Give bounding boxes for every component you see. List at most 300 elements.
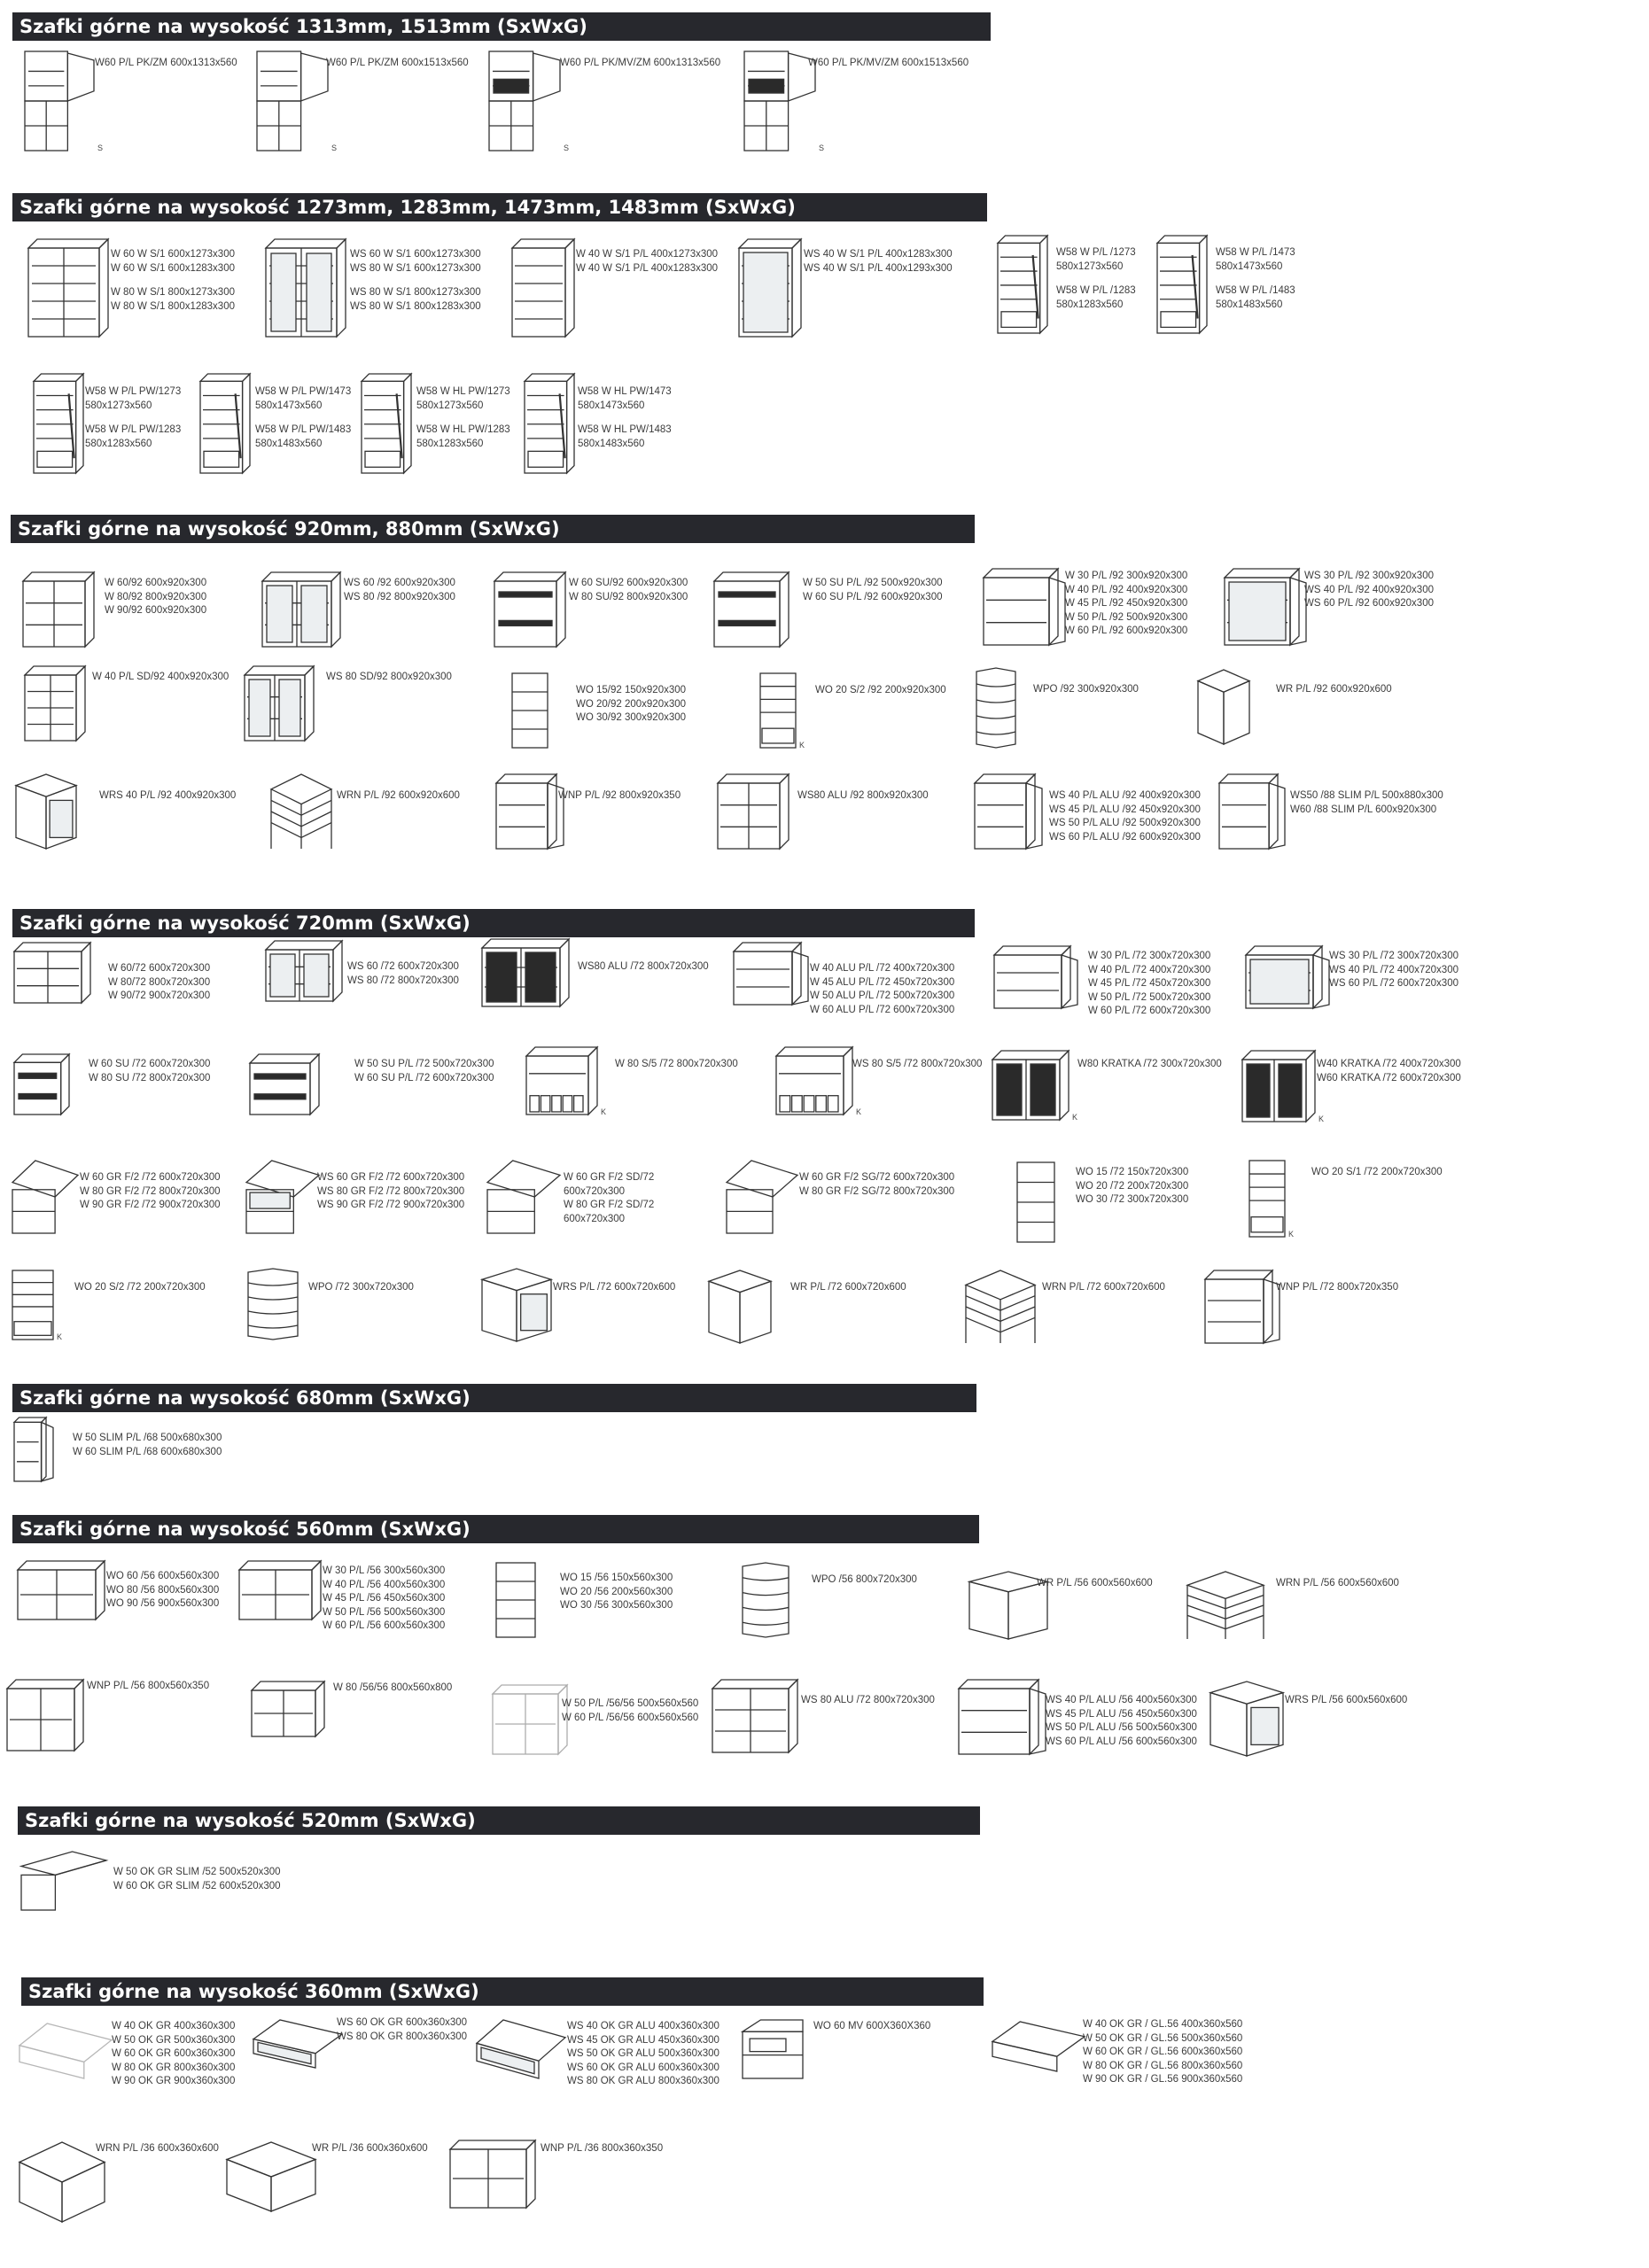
item-label-line: WRN P/L /36 600x360x600: [96, 2143, 219, 2154]
item-label-line: W 90 GR F/2 /72 900x720x300: [80, 1200, 221, 1210]
item-label-line: WO 15/92 150x920x300: [576, 685, 687, 695]
item-label: [95, 57, 237, 71]
item-label: [1037, 1577, 1153, 1591]
item-label: [560, 57, 720, 71]
item-label-line: W 60 P/L /56/56 600x560x560: [562, 1712, 699, 1723]
item-label-line: W58 W P/L /1283: [1056, 285, 1136, 296]
item-label: [89, 1058, 210, 1085]
item-label-line: WS 40 P/L ALU /56 400x560x300: [1046, 1695, 1197, 1705]
item-label-line: WS 90 GR F/2 /72 900x720x300: [317, 1200, 465, 1210]
item-label-line: WS 60 P/L ALU /56 600x560x300: [1046, 1736, 1197, 1747]
variant-marker: K: [57, 1332, 63, 1341]
item-label-line: W 80/92 800x920x300: [105, 591, 207, 602]
item-label-line: W 90 OK GR / GL.56 900x360x560: [1083, 2074, 1243, 2085]
item-label-line: W 40 P/L /92 400x920x300: [1065, 584, 1188, 595]
item-label-line: WO 90 /56 900x560x300: [106, 1598, 220, 1609]
item-label-line: WS 40 P/L /72 400x720x300: [1329, 964, 1458, 975]
tall-drawer-cabinet-icon: [525, 374, 574, 473]
item-label-line: W58 W P/L PW/1273: [85, 386, 182, 397]
microwave-cabinet-icon: [743, 2020, 803, 2078]
item-label: [73, 1432, 222, 1459]
item-label: [615, 1058, 738, 1072]
item-label: [74, 1281, 206, 1295]
variant-marker: K: [799, 741, 805, 750]
item-label-line: W 60 W S/1 600x1283x300: [111, 262, 235, 274]
item-label-line: WRS 40 P/L /92 400x920x300: [99, 790, 237, 801]
section-header: Szafki górne na wysokość 360mm (SxWxG): [21, 1977, 984, 2006]
item-label: [1077, 1058, 1222, 1072]
low-wall-cabinet-light-icon: [493, 1685, 567, 1754]
item-label-line: [85, 413, 181, 423]
item-label-line: WS 80 ALU /72 800x720x300: [801, 1695, 935, 1705]
item-label: [541, 2142, 663, 2156]
item-label-line: W 50 OK GR / GL.56 500x360x560: [1083, 2032, 1243, 2044]
low-wall-cabinet-icon: [7, 1680, 83, 1751]
item-label-line: W 80 S/5 /72 800x720x300: [615, 1059, 738, 1069]
corner-rounded-shelf-icon: [248, 1269, 298, 1340]
item-label-line: WS 60 P/L /72 600x720x300: [1329, 978, 1458, 989]
item-label: [553, 1281, 675, 1295]
item-label-line: W 40 OK GR / GL.56 400x360x560: [1083, 2019, 1243, 2030]
item-label-line: W 60 GR F/2 SD/72: [564, 1172, 655, 1183]
item-label-line: WNP P/L /36 800x360x350: [541, 2143, 664, 2154]
item-label: [576, 684, 686, 726]
item-label-line: W60 P/L PK/MV/ZM 600x1313x560: [560, 58, 721, 68]
item-label: [111, 248, 235, 314]
item-label: [113, 1866, 281, 1893]
wall-cabinet-single-door-icon: [959, 1680, 1038, 1754]
corner-wall-glass-cabinet-icon: [482, 1269, 551, 1341]
item-label-line: W 90/72 900x720x300: [108, 990, 211, 1001]
item-label: [326, 671, 452, 685]
low-wall-cabinet-icon: [18, 1561, 105, 1619]
item-label-line: WS 40 W S/1 P/L 400x1283x300: [804, 249, 953, 260]
item-label: [808, 57, 968, 71]
item-label-line: [350, 276, 481, 286]
item-label: [1033, 683, 1139, 697]
wall-cabinet-lift-up-icon: [12, 1161, 78, 1233]
item-label: [1088, 950, 1210, 1019]
item-label: [1276, 683, 1392, 697]
item-label-line: 580x1483x560: [578, 438, 645, 449]
item-label-line: WPO /92 300x920x300: [1033, 684, 1139, 695]
item-label: [85, 385, 181, 451]
item-label-line: W60 KRATKA /72 600x720x300: [1317, 1072, 1461, 1084]
item-label: [569, 577, 688, 604]
item-label: [578, 960, 709, 975]
item-label-line: W 60 P/L /72 600x720x300: [1088, 1006, 1211, 1016]
item-label-line: W 40 OK GR 400x360x300: [112, 2021, 236, 2031]
wall-cabinet-dish-rack-icon: [14, 1054, 69, 1115]
item-label: [1317, 1058, 1461, 1085]
corner-shelf-cabinet-icon: [1187, 1572, 1264, 1639]
corner-wall-glass-cabinet-icon: [1210, 1682, 1283, 1756]
wall-cabinet-glass-door-icon: [245, 666, 314, 741]
item-label-line: WO 30/92 300x920x300: [576, 712, 687, 723]
item-label-line: WRN P/L /92 600x920x600: [337, 790, 460, 801]
item-label-line: W 90 OK GR 900x360x300: [112, 2076, 236, 2086]
wall-cabinet-lift-up-icon: [487, 1161, 560, 1233]
item-label-line: W 80 OK GR / GL.56 800x360x560: [1083, 2060, 1243, 2071]
wall-cabinet-double-door-icon: [718, 774, 789, 849]
item-label: [1083, 2018, 1242, 2087]
item-label-line: 580x1483x560: [255, 438, 323, 449]
item-label: [812, 1573, 917, 1588]
item-label-line: [255, 413, 351, 423]
item-label: [803, 577, 942, 604]
item-label-line: W 90/92 600x920x300: [105, 605, 207, 616]
item-label-line: W58 W P/L PW/1483: [255, 424, 352, 435]
open-shelf-drawer-icon: [1249, 1161, 1285, 1237]
item-label-line: WNP P/L /72 800x720x350: [1276, 1282, 1399, 1293]
corner-shelf-cabinet-icon: [271, 774, 331, 849]
item-label-line: W 50 SU P/L /72 500x720x300: [354, 1059, 494, 1069]
item-label-line: 600x720x300: [564, 1185, 626, 1197]
item-label-line: [1216, 274, 1295, 284]
item-label-line: WS 40 P/L ALU /92 400x920x300: [1049, 790, 1201, 801]
item-label-line: WS 80 GR F/2 /72 800x720x300: [317, 1185, 465, 1197]
wall-cabinet-single-door-icon: [994, 946, 1070, 1008]
item-label: [108, 962, 210, 1004]
wall-cabinet-spice-drawers-icon: [526, 1047, 597, 1115]
item-label: [1290, 789, 1443, 817]
item-label: [1042, 1281, 1165, 1295]
item-label: [416, 385, 510, 451]
item-label-line: W 40 W S/1 P/L 400x1273x300: [576, 249, 719, 260]
item-label-line: WR P/L /56 600x560x600: [1037, 1578, 1153, 1588]
item-label-line: WS 80 W S/1 600x1273x300: [350, 262, 481, 274]
item-label: [347, 960, 459, 988]
item-label-line: 580x1473x560: [578, 400, 645, 411]
item-label: [255, 385, 351, 451]
wall-cabinet-double-door-icon: [712, 1680, 797, 1752]
wall-cabinet-lattice-icon: [992, 1051, 1069, 1120]
item-label-line: WNP P/L /92 800x920x350: [558, 790, 681, 801]
item-label: [312, 2142, 428, 2156]
variant-marker: K: [1318, 1115, 1325, 1123]
corner-wall-cabinet-icon: [709, 1270, 771, 1343]
item-label-line: W 30 P/L /92 300x920x300: [1065, 571, 1188, 581]
item-label-line: W 80 GR F/2 SD/72: [564, 1200, 655, 1210]
item-label-line: W60 /88 SLIM P/L 600x920x300: [1290, 804, 1437, 815]
item-label-line: W 40 W S/1 P/L 400x1283x300: [576, 262, 719, 274]
wall-cabinet-dish-rack-icon: [250, 1054, 319, 1115]
item-label: [333, 1682, 452, 1696]
item-label-line: WS 60 GR F/2 /72 600x720x300: [317, 1172, 465, 1183]
item-label: [799, 1171, 954, 1199]
item-label: [1046, 1694, 1197, 1749]
item-label-line: W 60 SU P/L /72 600x720x300: [354, 1072, 494, 1084]
item-label: [1311, 1166, 1443, 1180]
item-label-line: WS 45 OK GR ALU 450x360x300: [567, 2034, 719, 2046]
item-label-line: WPO /72 300x720x300: [308, 1282, 414, 1293]
low-wall-cabinet-icon: [450, 2140, 535, 2208]
item-label-line: 580x1273x560: [1056, 260, 1124, 272]
variant-marker: K: [601, 1107, 607, 1116]
hood-cabinet-light-icon: [19, 2023, 112, 2078]
item-label-line: W 80/72 800x720x300: [108, 976, 211, 988]
item-label-line: W58 W HL PW/1283: [416, 424, 510, 435]
corner-shelf-cabinet-icon: [966, 1270, 1035, 1343]
item-label-line: W 60 P/L /92 600x920x300: [1065, 625, 1188, 636]
tall-drawer-cabinet-icon: [998, 236, 1047, 333]
item-label-line: W58 W HL PW/1473: [578, 386, 672, 397]
wall-cabinet-spice-drawers-icon: [776, 1047, 852, 1115]
tall-cabinet-double-door-icon: [25, 51, 94, 151]
item-label-line: W58 W P/L /1273: [1056, 247, 1136, 258]
item-label-line: WS 60 /72 600x720x300: [347, 961, 459, 972]
item-label: [350, 248, 481, 314]
item-label-line: W58 W HL PW/1483: [578, 424, 672, 435]
item-label-line: W 60 SLIM P/L /68 600x680x300: [73, 1446, 222, 1457]
item-label: [354, 1058, 494, 1085]
item-label: [80, 1171, 221, 1213]
item-label-line: W 60 OK GR 600x360x300: [112, 2048, 236, 2059]
item-label-line: 600x720x300: [564, 1213, 626, 1224]
item-label-line: W 80 SU /72 800x720x300: [89, 1072, 211, 1084]
wall-cabinet-glass-single-icon: [1225, 569, 1299, 645]
open-shelf-drawer-icon: [760, 673, 796, 748]
item-label: [1049, 789, 1201, 844]
item-label-line: WS 80 SD/92 800x920x300: [326, 672, 452, 682]
item-label-line: WO 60 /56 600x560x300: [106, 1571, 220, 1581]
item-label-line: WR P/L /72 600x720x600: [790, 1282, 906, 1293]
item-label-line: WO 20 S/2 /72 200x720x300: [74, 1282, 206, 1293]
lift-up-open-cabinet-icon: [21, 1852, 106, 1910]
item-label: [790, 1281, 906, 1295]
item-label-line: W 50 SU P/L /92 500x920x300: [803, 578, 943, 588]
item-label: [99, 789, 236, 804]
wall-cabinet-single-door-icon: [984, 569, 1058, 645]
item-label-line: [416, 413, 510, 423]
tall-drawer-cabinet-icon: [362, 374, 411, 473]
item-label-line: WS80 ALU /72 800x720x300: [578, 961, 709, 972]
item-label-line: WO 80 /56 800x560x300: [106, 1584, 220, 1596]
item-label-line: W 80 /56/56 800x560x800: [333, 1682, 453, 1693]
item-label-line: W 80 GR F/2 SG/72 800x720x300: [799, 1185, 955, 1197]
item-label: [852, 1058, 982, 1072]
item-label-line: WS 45 P/L ALU /56 450x560x300: [1046, 1708, 1197, 1720]
item-label-line: W58 W P/L /1483: [1216, 285, 1295, 296]
item-label-line: WO 20 S/2 /92 200x920x300: [815, 685, 946, 695]
variant-marker: S: [819, 144, 825, 152]
item-label-line: W 50 OK GR SLIM /52 500x520x300: [113, 1867, 281, 1877]
item-label-line: 580x1473x560: [255, 400, 323, 411]
tall-drawer-cabinet-icon: [200, 374, 250, 473]
item-label: [337, 789, 460, 804]
item-label-line: W60 P/L PK/MV/ZM 600x1513x560: [808, 58, 969, 68]
item-label-line: [111, 276, 235, 286]
section-header: Szafki górne na wysokość 720mm (SxWxG): [12, 909, 975, 937]
item-label-line: WS 80 OK GR ALU 800x360x300: [567, 2076, 719, 2086]
hood-cabinet-glass-icon: [253, 2020, 342, 2068]
item-label-line: [578, 413, 672, 423]
variant-marker: S: [97, 144, 104, 152]
item-label-line: W 80 W S/1 800x1273x300: [111, 287, 235, 298]
item-label-line: WR P/L /36 600x360x600: [312, 2143, 428, 2154]
open-shelf-drawer-icon: [12, 1270, 53, 1340]
open-shelf-icon: [496, 1563, 535, 1637]
tall-cabinet-microwave-icon: [744, 51, 815, 151]
item-label-line: W58 W HL PW/1273: [416, 386, 510, 397]
item-label: [564, 1171, 654, 1226]
item-label-line: WRN P/L /72 600x720x600: [1042, 1282, 1165, 1293]
item-label-line: WS 30 P/L /72 300x720x300: [1329, 951, 1458, 961]
item-label-line: WRS P/L /72 600x720x600: [553, 1282, 676, 1293]
variant-marker: K: [1072, 1113, 1078, 1122]
item-label-line: W 60 OK GR / GL.56 600x360x560: [1083, 2047, 1243, 2057]
item-label-line: WRN P/L /56 600x560x600: [1276, 1578, 1399, 1588]
item-label-line: WO 20 /56 200x560x300: [560, 1586, 673, 1597]
variant-marker: S: [331, 144, 338, 152]
item-label-line: W 50 OK GR 500x360x300: [112, 2034, 236, 2046]
item-label-line: WS 40 OK GR ALU 400x360x300: [567, 2021, 719, 2031]
item-label: [1076, 1166, 1188, 1208]
item-label-line: W 80 W S/1 800x1283x300: [111, 300, 235, 312]
item-label-line: WS 60 OK GR 600x360x300: [337, 2017, 468, 2028]
wall-cabinet-single-door-icon: [734, 943, 801, 1005]
section-header: Szafki górne na wysokość 680mm (SxWxG): [12, 1384, 976, 1412]
corner-wall-glass-cabinet-icon: [16, 774, 76, 849]
item-label-line: W 80 GR F/2 /72 800x720x300: [80, 1185, 221, 1197]
item-label: [317, 1171, 464, 1213]
item-label-line: W 60 SU/92 600x920x300: [569, 578, 688, 588]
item-label: [810, 962, 954, 1017]
item-label-line: W 50 ALU P/L /72 500x720x300: [810, 990, 955, 1001]
item-label: [105, 577, 206, 618]
item-label: [813, 2020, 930, 2034]
section-header: Szafki górne na wysokość 1313mm, 1513mm (SxWxG): [12, 12, 991, 41]
item-label-line: WS 40 W S/1 P/L 400x1293x300: [804, 262, 953, 274]
item-label-line: 580x1283x560: [85, 438, 152, 449]
item-label-line: W 60 GR F/2 /72 600x720x300: [80, 1172, 221, 1183]
item-label-line: WO 15 /72 150x720x300: [1076, 1167, 1189, 1177]
item-label: [797, 789, 929, 804]
item-label-line: WS 80 W S/1 800x1283x300: [350, 300, 481, 312]
item-label: [1285, 1694, 1407, 1708]
wall-cabinet-double-door-icon: [23, 572, 94, 647]
item-label-line: W 60 P/L /56 600x560x300: [323, 1620, 446, 1631]
item-label-line: W60 P/L PK/ZM 600x1313x560: [95, 58, 237, 68]
item-label-line: 580x1483x560: [1216, 299, 1283, 310]
wall-cabinet-glass-door-icon: [266, 941, 342, 1001]
item-label-line: W 50 P/L /92 500x920x300: [1065, 611, 1188, 623]
item-label: [344, 577, 455, 604]
item-label: [308, 1281, 414, 1295]
section-header: Szafki górne na wysokość 920mm, 880mm (SxWxG): [11, 515, 975, 543]
item-label-line: W 60/92 600x920x300: [105, 578, 207, 588]
item-label: [1329, 950, 1458, 991]
item-label-line: W40 KRATKA /72 400x720x300: [1317, 1059, 1461, 1069]
item-label-line: W58 W P/L /1473: [1216, 247, 1295, 258]
item-label: [1276, 1577, 1399, 1591]
wall-cabinet-single-door-icon: [1205, 1270, 1272, 1343]
item-label: [92, 671, 229, 685]
corner-low-cabinet-icon: [227, 2142, 315, 2211]
item-label-line: W 60 SU /72 600x720x300: [89, 1059, 211, 1069]
item-label: [106, 1570, 219, 1612]
item-label: [801, 1694, 935, 1708]
item-label-line: WS 60 P/L /92 600x920x300: [1304, 598, 1434, 609]
wall-cabinet-glass-single-icon: [1246, 946, 1322, 1008]
tall-double-glass-cabinet-icon: [266, 239, 346, 337]
tall-drawer-cabinet-icon: [34, 374, 83, 473]
item-label-line: W 40 ALU P/L /72 400x720x300: [810, 963, 955, 974]
item-label: [337, 2016, 467, 2044]
item-label-line: WS50 /88 SLIM P/L 500x880x300: [1290, 790, 1443, 801]
item-label-line: W 30 P/L /56 300x560x300: [323, 1565, 446, 1576]
item-label-line: W60 P/L PK/ZM 600x1513x560: [326, 58, 469, 68]
corner-low-cabinet-icon: [19, 2142, 105, 2222]
tall-narrow-glass-cabinet-icon: [739, 239, 801, 337]
section-header: Szafki górne na wysokość 520mm (SxWxG): [18, 1806, 980, 1835]
item-label-line: WO 20 /72 200x720x300: [1076, 1180, 1189, 1192]
item-label: [562, 1697, 698, 1725]
item-label-line: 580x1283x560: [1056, 299, 1124, 310]
item-label-line: W 40 P/L /56 400x560x300: [323, 1579, 446, 1590]
section-header: Szafki górne na wysokość 560mm (SxWxG): [12, 1515, 979, 1543]
item-label-line: W80 KRATKA /72 300x720x300: [1077, 1059, 1222, 1069]
corner-rounded-shelf-icon: [743, 1563, 789, 1637]
item-label: [323, 1565, 445, 1634]
variant-marker: K: [1288, 1230, 1295, 1239]
item-label-line: WS 60 /92 600x920x300: [344, 578, 455, 588]
wall-cabinet-single-door-icon: [975, 774, 1035, 849]
wall-cabinet-dark-glass-icon: [482, 939, 569, 1006]
item-label: [560, 1572, 673, 1613]
item-label: [1216, 246, 1295, 312]
wall-cabinet-lift-up-icon: [727, 1161, 797, 1233]
item-label-line: W 60 OK GR SLIM /52 600x520x300: [113, 1880, 281, 1891]
wall-cabinet-dish-rack-icon: [494, 572, 565, 647]
tall-cabinet-microwave-icon: [489, 51, 560, 151]
item-label: [567, 2020, 719, 2089]
wall-cabinet-open-icon: [25, 666, 85, 741]
item-label: [576, 248, 718, 276]
item-label: [112, 2020, 235, 2089]
item-label-line: W 50 SLIM P/L /68 500x680x300: [73, 1433, 222, 1443]
variant-marker: K: [856, 1107, 862, 1116]
hood-cabinet-glass-icon: [477, 2020, 565, 2078]
item-label-line: WS 80 OK GR 800x360x300: [337, 2031, 468, 2042]
item-label-line: WO 15 /56 150x560x300: [560, 1573, 673, 1583]
item-label-line: W 50 P/L /72 500x720x300: [1088, 991, 1211, 1003]
item-label-line: W 60 SU P/L /92 600x920x300: [803, 591, 943, 602]
wall-cabinet-dish-rack-icon: [714, 572, 789, 647]
item-label-line: W 60/72 600x720x300: [108, 963, 211, 974]
item-label: [1065, 570, 1187, 639]
item-label-line: WS 60 W S/1 600x1273x300: [350, 249, 481, 260]
item-label-line: 580x1473x560: [1216, 260, 1283, 272]
item-label-line: W 30 P/L /72 300x720x300: [1088, 951, 1211, 961]
item-label: [96, 2142, 219, 2156]
variant-marker: S: [564, 144, 570, 152]
item-label: [1304, 570, 1434, 611]
item-label: [815, 684, 946, 698]
item-label-line: W 45 P/L /56 450x560x300: [323, 1593, 446, 1604]
item-label-line: WS 80 /72 800x720x300: [347, 975, 459, 986]
item-label-line: W 45 ALU P/L /72 450x720x300: [810, 976, 955, 988]
tall-drawer-cabinet-icon: [1157, 236, 1207, 333]
item-label-line: WS 50 P/L ALU /92 500x920x300: [1049, 818, 1201, 828]
section-header: Szafki górne na wysokość 1273mm, 1283mm, 1473mm, 1483mm (SxWxG): [12, 193, 987, 221]
item-label-line: W58 W P/L PW/1283: [85, 424, 182, 435]
item-label-line: WS 50 OK GR ALU 500x360x300: [567, 2048, 719, 2059]
item-label: [1056, 246, 1136, 312]
item-label-line: WS80 ALU /92 800x920x300: [797, 790, 929, 801]
hood-cabinet-open-icon: [992, 2022, 1085, 2071]
item-label-line: 580x1283x560: [416, 438, 484, 449]
